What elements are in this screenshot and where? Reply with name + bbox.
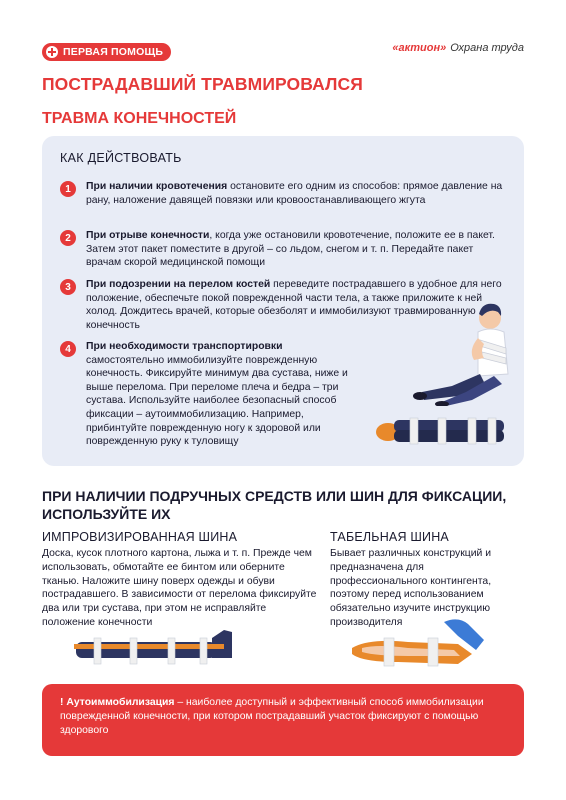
standard-splint-heading: ТАБЕЛЬНАЯ ШИНА bbox=[330, 530, 449, 544]
step-text: При отрыве конечности, когда уже остановили кровотечение, положите ее в пакет. Затем этот пакет поместите в другой – со льдом, снегом и т. п. Передайте пакет врачам скорой медицинской помощи bbox=[86, 230, 495, 269]
step-1 bbox=[60, 180, 510, 207]
improvised-splint-text: Доска, кусок плотного картона, лыжа и т. п. Прежде чем использовать, обмотайте ее бинтом или оберните тканью. Наложите шину поверх одежды и обуви пострадавшего. В зависимости от перелома фиксируйте два или три сустава, при этом не исправляйте положение конечности bbox=[42, 548, 317, 628]
panel-heading: КАК ДЕЙСТВОВАТЬ bbox=[60, 151, 182, 165]
steps-panel bbox=[42, 136, 524, 466]
step-number: 4 bbox=[60, 341, 76, 357]
brand-name: Охрана труда bbox=[450, 42, 524, 54]
step-number: 1 bbox=[60, 181, 76, 197]
step-text: При необходимости транспортировки самостоятельно иммобилизуйте поврежденную конечность. Фиксируйте минимум два сустава, ниже и выше перелома. При переломе плеча и бедра – три сустава. Используйте наиболее безопасный способ фиксации – аутоиммобилизацию. Например, прибинтуйте поврежденную ногу к здоровой или поврежденную руку к туловищу bbox=[86, 341, 348, 448]
page-title: ПОСТРАДАВШИЙ ТРАВМИРОВАЛСЯ bbox=[42, 74, 363, 94]
step-number: 3 bbox=[60, 279, 76, 295]
step-text: При наличии кровотечения остановите его одним из способов: прямое давление на рану, наложение давящей повязки или кровоостанавливающего жгута bbox=[86, 181, 503, 206]
improvised-splint-heading: ИМПРОВИЗИРОВАННАЯ ШИНА bbox=[42, 530, 238, 544]
improvised-splint-illustration bbox=[72, 626, 242, 670]
medical-cross-icon bbox=[46, 46, 58, 58]
brand bbox=[392, 42, 524, 54]
brand-logo: «актион» bbox=[392, 42, 447, 54]
injured-person-illustration bbox=[402, 296, 522, 406]
bandaged-legs-illustration bbox=[374, 408, 514, 448]
badge-label: ПЕРВАЯ ПОМОЩЬ bbox=[63, 46, 164, 58]
info-alert bbox=[42, 684, 524, 756]
step-number: 2 bbox=[60, 230, 76, 246]
standard-splint-illustration bbox=[348, 614, 498, 674]
step-text: При подозрении на перелом костей переведите пострадавшего в удобное для него положение, обеспечьте покой поврежденной части тела, а также приложите к ней холод. Дождитесь врачей, которые обезболят и иммобилизуют травмированную конечность bbox=[86, 279, 502, 331]
section-title: ПРИ НАЛИЧИИ ПОДРУЧНЫХ СРЕДСТВ ИЛИ ШИН ДЛЯ ФИКСАЦИИ, ИСПОЛЬЗУЙТЕ ИХ bbox=[42, 488, 507, 522]
standard-splint-text: Бывает различных конструкций и предназначена для профессионального контингента, поэтому перед использованием обязательно изучите инструкцию производителя bbox=[330, 548, 492, 628]
first-aid-badge bbox=[42, 43, 171, 61]
alert-text: ! Аутоиммобилизация – наиболее доступный и эффективный способ иммобилизации поврежденной конечности, при котором пострадавший участок фиксируют с помощью здорового bbox=[60, 697, 484, 736]
page-subtitle: ТРАВМА КОНЕЧНОСТЕЙ bbox=[42, 110, 237, 127]
step-4 bbox=[60, 340, 360, 449]
step-2 bbox=[60, 229, 510, 270]
